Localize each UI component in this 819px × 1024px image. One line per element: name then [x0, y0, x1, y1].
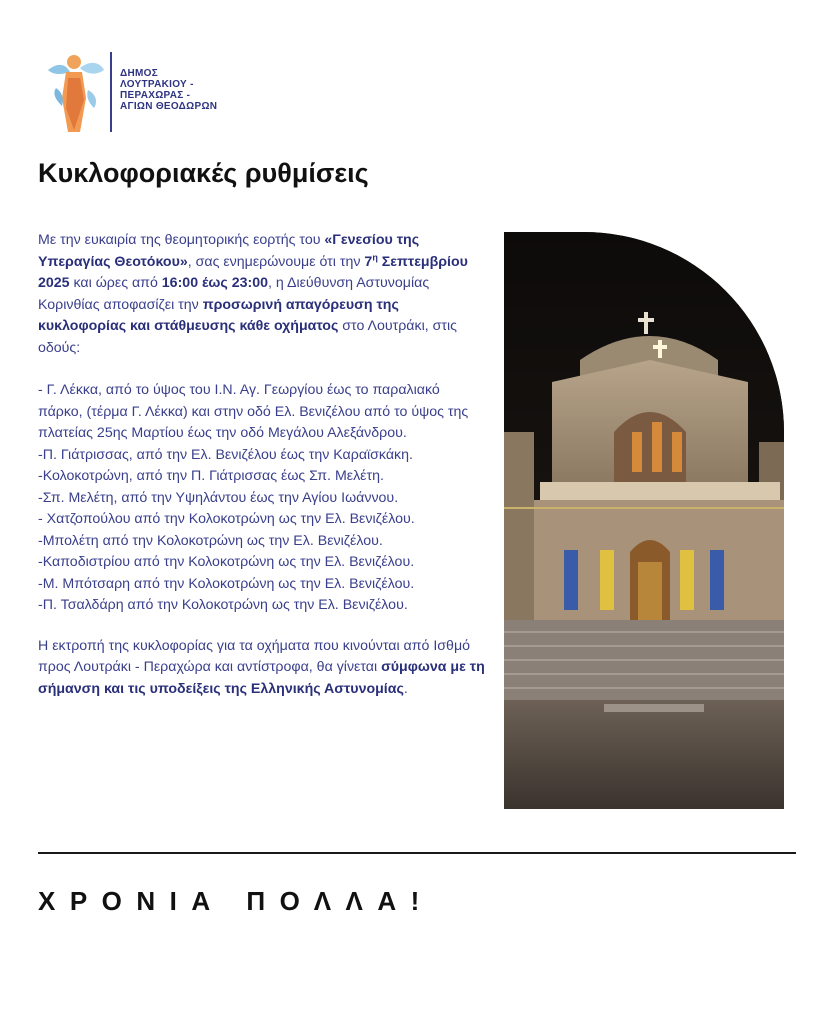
street-list — [38, 380, 488, 617]
street-item: - Χατζοπούλου από την Κολοκοτρώνη ως την Ελ. Βενιζέλου. — [38, 511, 415, 527]
divider-line — [38, 852, 796, 854]
street-item: -Π. Τσαλδάρη από την Κολοκοτρώνη ως την Ελ. Βενιζέλου. — [38, 597, 408, 613]
announcement-body — [38, 230, 488, 700]
logo-line: ΑΓΙΩΝ ΘΕΟΔΩΡΩΝ — [120, 101, 218, 112]
logo-line: ΠΕΡΑΧΩΡΑΣ - — [120, 90, 191, 101]
page-title: Κυκλοφοριακές ρυθμίσεις — [38, 158, 369, 188]
greeting-text: ΧΡΟΝΙΑ ΠΟΛΛΑ! — [38, 886, 434, 916]
street-item: -Μπολέτη από την Κολοκοτρώνη ως την Ελ. Βενιζέλου. — [38, 532, 383, 549]
street-item: -Π. Γιάτρισσας, από την Ελ. Βενιζέλου έως την Καραϊσκάκη. — [38, 446, 413, 463]
street-item: -Μ. Μπότσαρη από την Κολοκοτρώνη ως την Ελ. Βενιζέλου. — [38, 575, 415, 592]
street-item: -Κολοκοτρώνη, από την Π. Γιάτρισσας έως Σπ. Μελέτη. — [38, 468, 384, 484]
street-item: - Γ. Λέκκα, από το ύψος του Ι.Ν. Αγ. Γεωργίου έως το παραλιακό πάρκο, (τέρμα Γ. Λέκκα) και στην οδό Ελ. Βενιζέλου από το ύψος της πλατείας 25ης Μαρτίου έως την οδό Μεγάλου Αλεξάνδρου. — [38, 382, 469, 441]
closing-paragraph: Η εκτροπή της κυκλοφορίας για τα οχήματα που κινούνται από Ισθμό προς Λουτράκι - Περαχώρα και αντίστροφα, θα γίνεται σύμφωνα με τη σήμανση και τις υποδείξεις της Ελληνικής Αστυνομίας. — [38, 637, 485, 697]
intro-paragraph: Με την ευκαιρία της θεομητορικής εορτής του «Γενεσίου της Υπεραγίας Θεοτόκου», σας ενημερώνουμε ότι την $7^\eta$ Σεπτεμβρίου 2025 και ώρες από 16:00 έως 23:00, η Διεύθυνση Αστυνομίας Κορινθίας αποφασίζει την προσωρινή απαγόρευση της κυκλοφορίας και στάθμευσης κάθε οχήματος στο Λουτράκι, στις οδούς: — [38, 232, 468, 356]
street-item: -Καποδιστρίου από την Κολοκοτρώνη ως την Ελ. Βενιζέλου. — [38, 554, 415, 570]
logo-figure-icon — [40, 48, 106, 136]
church-photo — [504, 232, 784, 809]
street-item: -Σπ. Μελέτη, από την Υψηλάντου έως την Αγίου Ιωάννου. — [38, 489, 399, 506]
logo-divider — [110, 52, 112, 132]
municipality-logo — [40, 48, 240, 138]
logo-line: ΛΟΥΤΡΑΚΙΟΥ - — [120, 79, 194, 90]
logo-text — [120, 68, 217, 112]
church-illustration — [504, 232, 784, 809]
logo-line: ΔΗΜΟΣ — [120, 68, 159, 79]
